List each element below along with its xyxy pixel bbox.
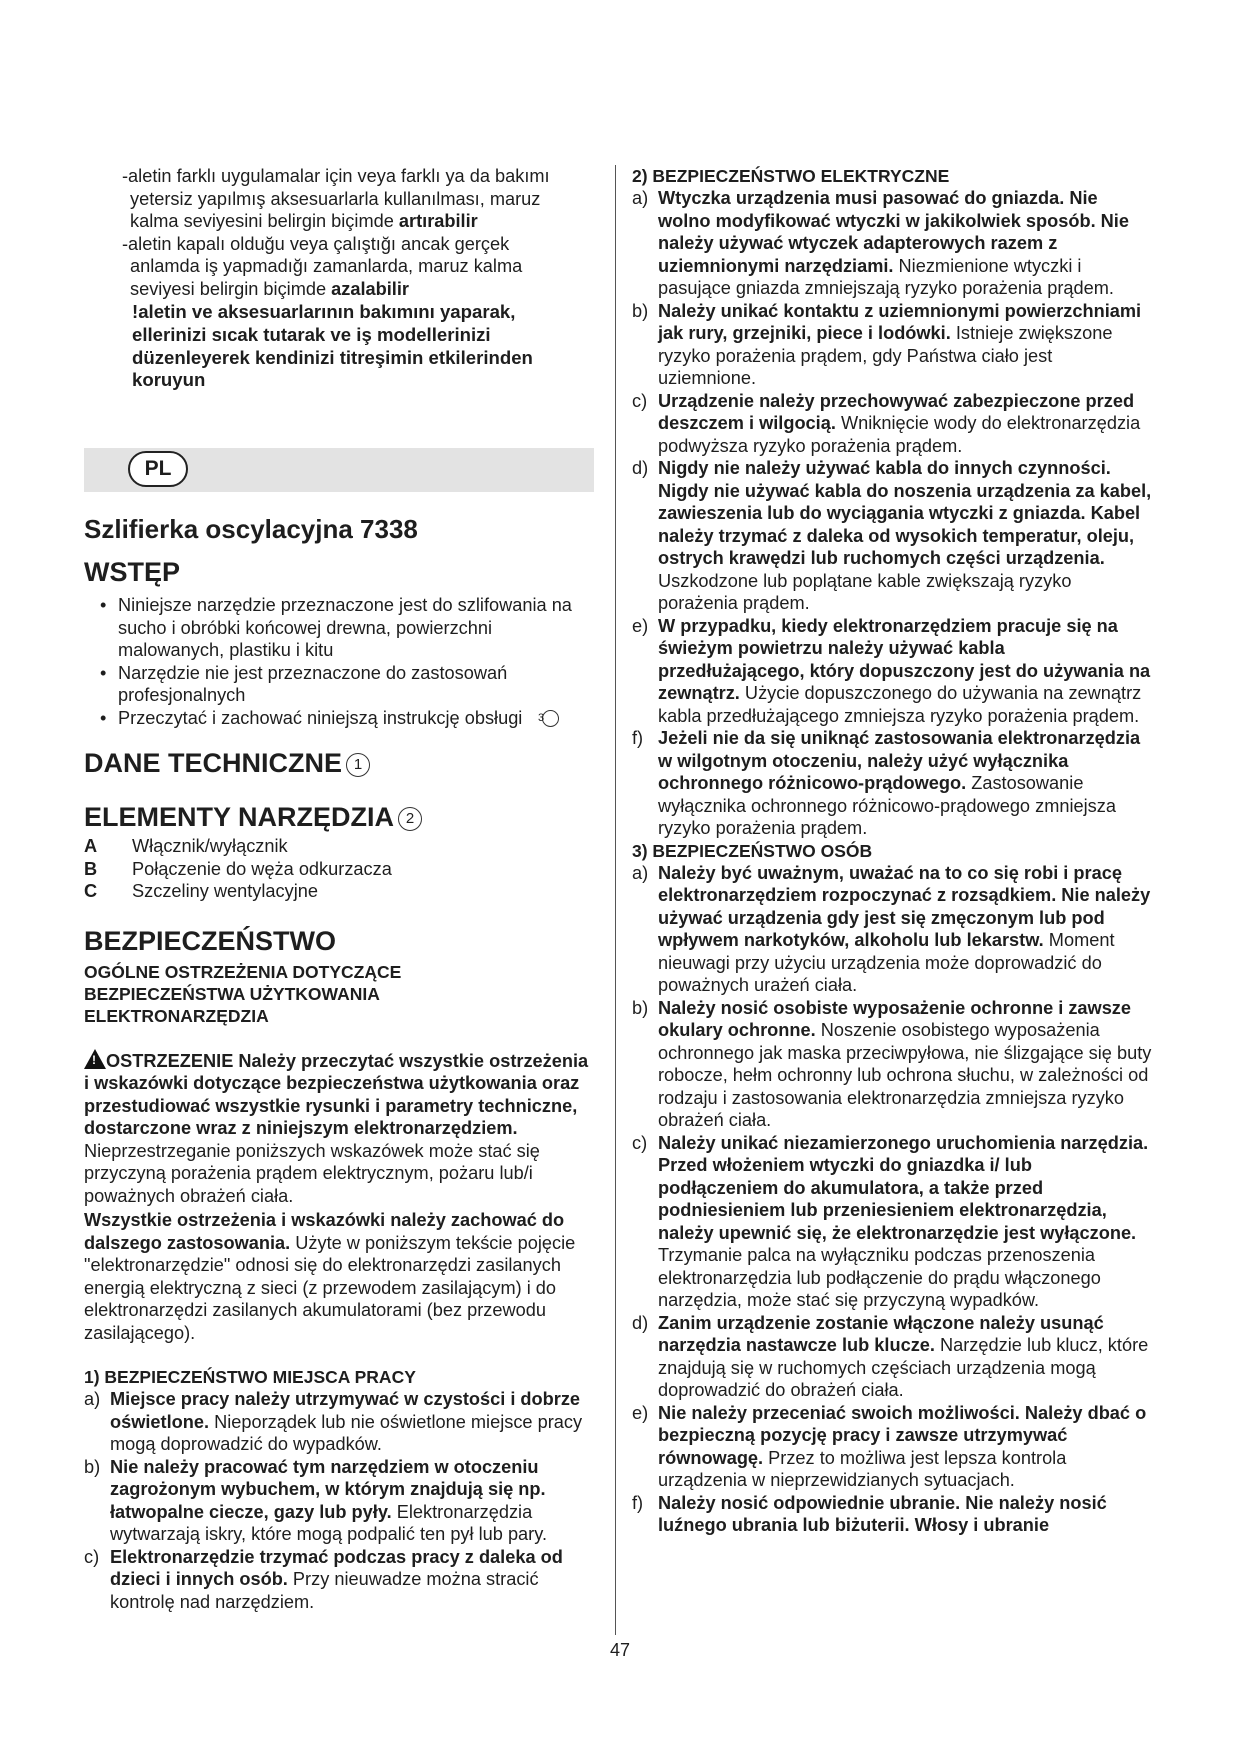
tech-heading xyxy=(84,747,594,779)
element-key: A xyxy=(84,836,98,857)
item-bold: Należy nosić odpowiednie ubranie. Nie należy nosić luźnego ubrania lub biżuterii. Włosy i ubranie xyxy=(658,1492,1107,1535)
item-label: a) xyxy=(632,862,649,883)
item-label: b) xyxy=(84,1456,101,1477)
list-item xyxy=(632,727,1154,840)
work-safety-list xyxy=(84,1388,594,1613)
electrical-safety-list xyxy=(632,187,1154,840)
item-normal: Niezmienione wtyczki i pasujące gniazda zmniejszają ryzyko porażenia prądem. xyxy=(658,255,1114,298)
item-normal: Noszenie osobistego wyposażenia ochronnego jak maska przeciwpyłowa, nie ślizgające się buty robocze, hełm ochronny lub ochrona słuchu, w zależności od rodzaju i zastosowania elektronarzędzia zmniejsza ryzyko obrażeń ciała. xyxy=(658,1020,1152,1130)
column-divider xyxy=(615,165,616,1635)
item-bold: Jeżeli nie da się uniknąć zastosowania elektronarzędzia w wilgotnym otoczeniu, należy użyć wyłącznika ochronnego różnicowo-prądowego. xyxy=(658,728,1141,793)
item-bold: Należy unikać niezamierzonego uruchomienia narzędzia. Przed włożeniem wtyczki do gniazdka i/ lub podłączeniem do akumulatora, a także przed podniesieniem lub przeniesieniem elektronarzędzia, należy upewnić się, że elektronarzędzie jest wyłączone. xyxy=(658,1132,1149,1243)
item-label: a) xyxy=(84,1389,101,1410)
element-row xyxy=(84,858,594,881)
work-safety-heading: 1) BEZPIECZEŃSTWO MIEJSCA PRACY xyxy=(84,1367,416,1388)
bullet-text: Niniejsze narzędzie przeznaczone jest do szlifowania na sucho i obróbki końcowej drewna, powierzchni malowanych, plastiku i kitu xyxy=(118,595,572,661)
item-normal: Elektronarzędzia wytwarzają iskry, które mogą podpalić ten pył lub pary. xyxy=(110,1501,548,1545)
turkish-vibration-text xyxy=(84,165,594,392)
item-normal: Użycie dopuszczonego do używania na zewnątrz kabla przedłużającego zmniejsza ryzyko porażenia prądem. xyxy=(658,683,1142,726)
figure-ref: 2 xyxy=(398,807,422,831)
page-number: 47 xyxy=(609,1640,631,1660)
item-text xyxy=(110,1388,594,1456)
left-column xyxy=(84,165,594,1613)
elements-heading xyxy=(84,801,594,833)
item-normal: Wniknięcie wody do elektronarzędzia podwyższa ryzyko porażenia prądem. xyxy=(658,413,1141,456)
item-normal: Przez to możliwa jest lepsza kontrola urządzenia w nieprzewidzianych sytuacjach. xyxy=(658,1447,1067,1490)
list-item xyxy=(632,997,1154,1132)
item-normal: Uszkodzone lub poplątane kable zwiększają ryzyko porażenia prądem. xyxy=(658,570,1072,613)
list-item xyxy=(632,615,1154,728)
list-item xyxy=(632,1132,1154,1312)
item-text xyxy=(658,615,1154,728)
intro-heading: WSTĘP xyxy=(84,557,181,588)
item-text xyxy=(658,1132,1154,1312)
warning-icon: ! xyxy=(84,1049,106,1069)
item-bold: Elektronarzędzie trzymać podczas pracy z daleka od dzieci i innych osób. xyxy=(110,1546,563,1590)
tr-line: -aletin kapalı olduğu veya çalıştığı ancak gerçek xyxy=(122,233,510,254)
electrical-safety-heading: 2) BEZPIECZEŃSTWO ELEKTRYCZNE xyxy=(632,166,950,186)
tr-line xyxy=(84,278,594,301)
item-label: a) xyxy=(632,188,649,208)
item-bold: Urządzenie należy przechowywać zabezpieczone przed deszczem i wilgocią. xyxy=(658,390,1135,433)
list-item xyxy=(632,862,1154,997)
keep-text: Użyte w poniższym tekście pojęcie "elektronarzędzie" odnosi się do elektronarzędzi zasilanych energią elektryczną z sieci (z przewodem zasilającym) i do elektronarzędzi zasilanych akumulatorami (bez przewodu zasilającego). xyxy=(84,1232,576,1343)
item-label: d) xyxy=(632,458,649,478)
item-label: c) xyxy=(632,390,648,411)
bullet-item: • Narzędzie nie jest przeznaczone do zastosowań profesjonalnych xyxy=(100,662,508,706)
item-text xyxy=(658,300,1154,390)
item-text xyxy=(658,997,1154,1132)
tech-heading-text: DANE TECHNICZNE xyxy=(84,748,343,779)
tr-line: -aletin farklı uygulamalar için veya farklı ya da bakımı xyxy=(122,166,550,186)
item-text xyxy=(110,1546,594,1614)
personal-safety-list xyxy=(632,862,1154,1537)
item-label: e) xyxy=(632,1402,649,1423)
element-key: C xyxy=(84,881,98,902)
list-item xyxy=(84,1388,594,1456)
item-text xyxy=(658,390,1154,458)
item-normal: Trzymanie palca na wyłączniku podczas przenoszenia elektronarzędzia lub podłączenie do prądu włączonego narzędzia, może stać się przyczyną wypadków. xyxy=(658,1245,1101,1310)
item-text xyxy=(110,1456,594,1546)
keep-bold: Wszystkie ostrzeżenia i wskazówki należy zachować do dalszego zastosowania. xyxy=(84,1210,565,1253)
list-item xyxy=(632,1312,1154,1402)
item-normal: Nieporządek lub nie oświetlone miejsce pracy mogą doprowadzić do wypadków. xyxy=(110,1411,583,1455)
item-text xyxy=(658,727,1154,840)
list-item xyxy=(84,1546,594,1614)
tr-text: kalma seviyesini belirgin biçimde xyxy=(130,211,399,231)
item-bold: Należy nosić osobiste wyposażenie ochronne i zawsze okulary ochronne. xyxy=(658,997,1132,1040)
item-normal: Moment nieuwagi przy użyciu urządzenia może doprowadzić do poważnych urażeń ciała. xyxy=(658,930,1115,995)
item-text xyxy=(658,1312,1154,1402)
list-item xyxy=(632,1492,1154,1537)
tr-line: yetersiz yapılmış aksesuarlarla kullanılması, maruz xyxy=(130,188,541,209)
item-label: b) xyxy=(632,300,649,321)
item-label: e) xyxy=(632,615,649,636)
figure-ref: 3 xyxy=(542,710,559,727)
warning-text: Nieprzestrzeganie poniższych wskazówek może stać się przyczyną porażenia prądem elektrycznym, pożaru lub/i poważnych obrażeń ciała. xyxy=(84,1140,540,1206)
tr-text: seviyesi belirgin biçimde xyxy=(130,278,332,299)
item-normal: Narzędzie lub klucz, które znajdują się w ruchomych częściach urządzenia mogą doprowadzić do obrażeń ciała. xyxy=(658,1335,1149,1400)
tr-line: anlamda iş yapmadığı zamanlarda, maruz kalma xyxy=(130,256,523,276)
element-label: Połączenie do węża odkurzacza xyxy=(132,858,392,879)
element-label: Włącznik/wyłącznik xyxy=(132,836,288,857)
item-label: d) xyxy=(632,1312,649,1333)
item-normal: Przy nieuwadze można stracić kontrolę nad narzędziem. xyxy=(110,1569,539,1612)
item-normal: Zastosowanie wyłącznika ochronnego różnicowo-prądowego zmniejsza ryzyko porażenia prądem. xyxy=(658,773,1116,838)
item-label: b) xyxy=(632,997,649,1018)
item-text xyxy=(658,1492,1154,1537)
warning-bold: OSTRZEZENIE Należy przeczytać wszystkie ostrzeżenia i wskazówki dotyczące bezpieczeństwa użytkowania oraz przestudiować wszystkie rysunki i parametry techniczne, dostarczone wraz z niniejszym elektronarzędziem. xyxy=(84,1050,589,1139)
tr-bold: artırabilir xyxy=(398,211,478,231)
list-item xyxy=(632,457,1154,615)
personal-safety-heading: 3) BEZPIECZEŃSTWO OSÓB xyxy=(632,840,873,861)
intro-bullets xyxy=(84,594,594,729)
item-label: f) xyxy=(632,1492,644,1513)
element-row xyxy=(84,880,594,903)
item-bold: Należy być uważnym, uważać na to co się robi i pracę elektronarzędziem rozpoczynać z rozsądkiem. Nie należy używać urządzenia gdy jest się zmęczonym lub pod wpływem narkotyków, alkoholu lub lekarstw. xyxy=(658,862,1151,950)
language-bar xyxy=(84,448,594,492)
item-text xyxy=(658,187,1154,300)
tr-line xyxy=(84,210,594,233)
product-title: Szlifierka oscylacyjna 7338 xyxy=(84,514,418,545)
language-badge-pl: PL xyxy=(128,451,188,487)
item-bold: Zanim urządzenie zostanie włączone należy usunąć narzędzia nastawcze lub klucze. xyxy=(658,1312,1104,1355)
item-text xyxy=(658,862,1154,997)
item-bold: Wtyczka urządzenia musi pasować do gniazda. Nie wolno modyfikować wtyczki w jakikolwiek sposób. Nie należy używać wtyczek adapterowych razem z uziemnionymi narzędziami. xyxy=(658,188,1129,276)
warning-paragraph xyxy=(84,1049,594,1208)
item-label: c) xyxy=(84,1546,100,1567)
bullet-text: Narzędzie nie jest przeznaczone do zastosowań profesjonalnych xyxy=(118,662,508,706)
item-text xyxy=(658,457,1154,615)
item-bold: Miejsce pracy należy utrzymywać w czystości i dobrze oświetlone. xyxy=(110,1389,581,1432)
item-bold: Nie należy przeceniać swoich możliwości. Należy dbać o bezpieczną pozycję pracy i zawsze utrzymywać równowagę. xyxy=(658,1402,1147,1468)
item-bold: Nigdy nie należy używać kabla do innych czynności. Nigdy nie używać kabla do noszenia urządzenia za kabel, zawieszenia lub do wyciągania wtyczki z gniazda. Kabel należy trzymać z daleka od wysokich temperatur, oleju, ostrych krawędzi lub ruchomych części urządzenia. xyxy=(658,458,1152,568)
list-item xyxy=(632,390,1154,458)
list-item xyxy=(632,300,1154,390)
element-label: Szczeliny wentylacyjne xyxy=(132,881,318,902)
bullet-item: • Przeczytać i zachować niniejszą instrukcję obsługi 3 xyxy=(84,707,594,730)
bullet-text: Przeczytać i zachować niniejszą instrukcję obsługi xyxy=(118,707,523,728)
list-item xyxy=(632,187,1154,300)
safety-subheading: OGÓLNE OSTRZEŻENIA DOTYCZĄCE BEZPIECZEŃSTWA UŻYTKOWANIA ELEKTRONARZĘDZIA xyxy=(84,961,402,1026)
list-item xyxy=(632,1402,1154,1492)
tr-bold: azalabilir xyxy=(331,278,409,299)
tr-bold-paragraph: !aletin ve aksesuarlarının bakımını yaparak, ellerinizi sıcak tutarak ve iş modellerinizi düzenleyerek kendinizi titreşimin etkilerinden koruyun xyxy=(132,301,533,391)
list-item xyxy=(84,1456,594,1546)
keep-paragraph xyxy=(84,1209,594,1344)
figure-ref: 1 xyxy=(346,753,370,777)
item-label: c) xyxy=(632,1132,648,1153)
elements-list xyxy=(84,835,594,903)
element-row xyxy=(84,835,594,858)
right-column xyxy=(632,165,1154,1537)
bullet-item: • Niniejsze narzędzie przeznaczone jest do szlifowania na sucho i obróbki końcowej drewna, powierzchni malowanych, plastiku i kitu xyxy=(100,595,572,661)
item-bold: W przypadku, kiedy elektronarzędziem pracuje się na świeżym powietrzu należy używać kabla przedłużającego, który dopuszczony jest do używania na zewnątrz. xyxy=(658,615,1151,703)
item-normal: Istnieje zwiększone ryzyko porażenia prądem, gdy Państwa ciało jest uziemnione. xyxy=(658,323,1113,388)
element-key: B xyxy=(84,858,98,879)
item-label: f) xyxy=(632,728,644,748)
item-bold: Należy unikać kontaktu z uziemnionymi powierzchniami jak rury, grzejniki, piece i lodówki. xyxy=(658,300,1142,343)
item-text xyxy=(658,1402,1154,1492)
safety-heading: BEZPIECZEŃSTWO xyxy=(84,925,337,956)
elements-heading-text: ELEMENTY NARZĘDZIA xyxy=(84,802,395,833)
item-bold: Nie należy pracować tym narzędziem w otoczeniu zagrożonym wybuchem, w którym znajdują się np. łatwopalne ciecze, gazy lub pyły. xyxy=(110,1456,546,1522)
